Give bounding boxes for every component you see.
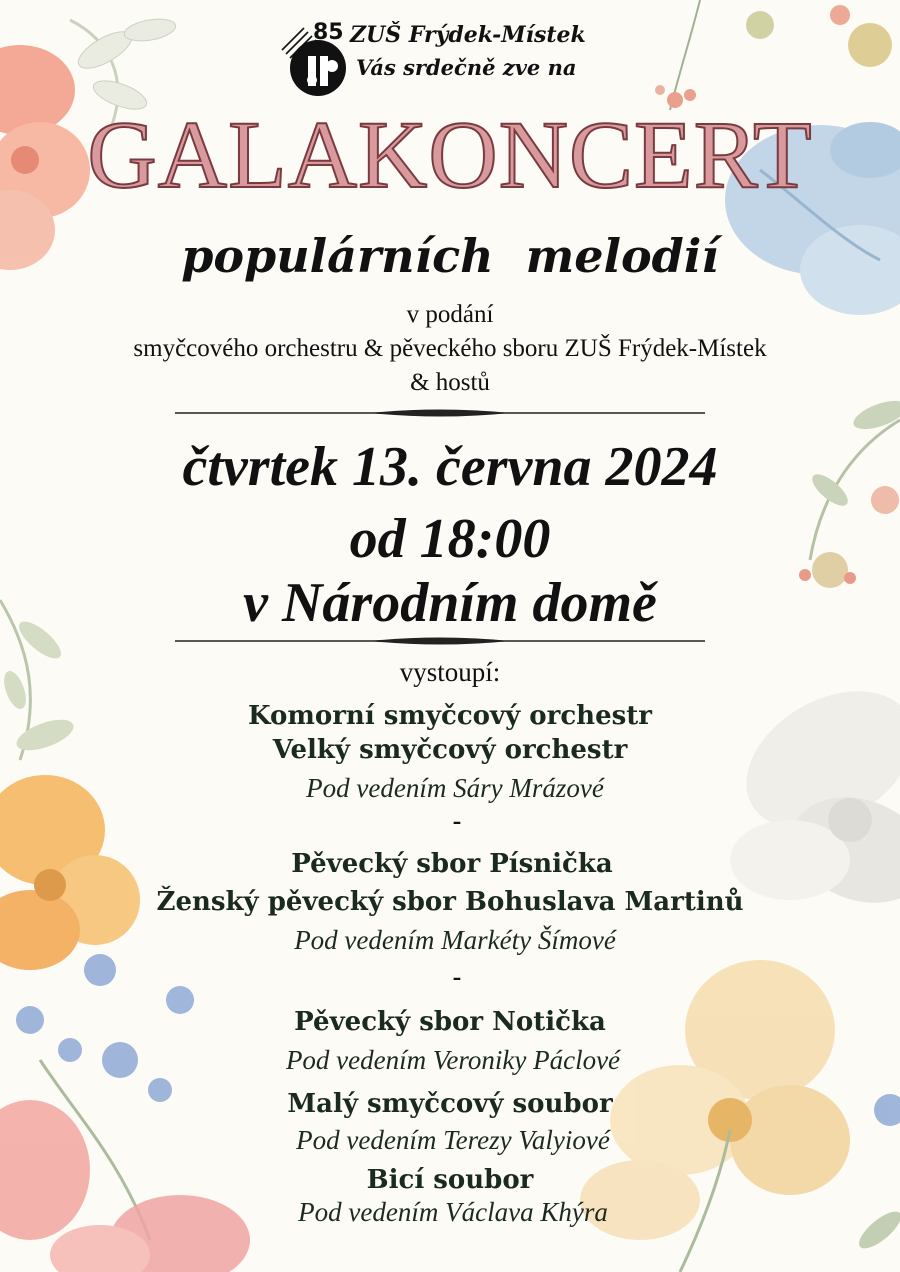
- program-intro: vystoupí:: [399, 657, 501, 687]
- ensemble-leader: Pod vedením Veroniky Páclové: [285, 1045, 621, 1075]
- ensemble-leader: Pod vedením Sáry Mrázové: [306, 773, 604, 803]
- ensemble-name: Ženský pěvecký sbor Bohuslava Martinů: [156, 887, 744, 917]
- ensemble-leader: Pod vedením Terezy Valyiové: [296, 1125, 610, 1155]
- hosts-line: & hostů: [410, 369, 490, 396]
- separator: -: [452, 962, 462, 991]
- event-date: čtvrtek 13. června 2024: [182, 436, 718, 498]
- ensemble-name: Pěvecký sbor Písnička: [291, 849, 613, 879]
- page-title: GALAKONCERT: [87, 101, 813, 208]
- ensemble-name: Pěvecký sbor Notička: [294, 1007, 606, 1037]
- event-time: od 18:00: [349, 508, 551, 570]
- subtitle: populárních melodií: [181, 229, 719, 283]
- event-place: v Národním domě: [243, 572, 657, 634]
- ensemble-name: Velký smyčcový orchestr: [272, 735, 628, 765]
- divider-bottom: [175, 634, 705, 648]
- ensemble-name: Komorní smyčcový orchestr: [248, 701, 652, 731]
- logo-number: 85: [313, 20, 344, 45]
- performers-line: smyčcového orchestru & pěveckého sboru ZUŠ Frýdek-Místek: [133, 335, 767, 362]
- ensemble-name: Bicí soubor: [366, 1165, 534, 1195]
- ensemble-leader: Pod vedením Markéty Šímové: [294, 925, 616, 955]
- school-name: ZUŠ Frýdek-Místek: [350, 22, 586, 48]
- ensemble-leader: Pod vedením Václava Khýra: [298, 1197, 608, 1227]
- divider-top: [175, 406, 705, 420]
- program-list: [0, 698, 900, 1230]
- podani-line: v podání: [406, 301, 494, 328]
- ensemble-name: Malý smyčcový soubor: [287, 1089, 613, 1119]
- separator: -: [452, 806, 462, 835]
- invite-line: Vás srdečně zve na: [356, 55, 577, 80]
